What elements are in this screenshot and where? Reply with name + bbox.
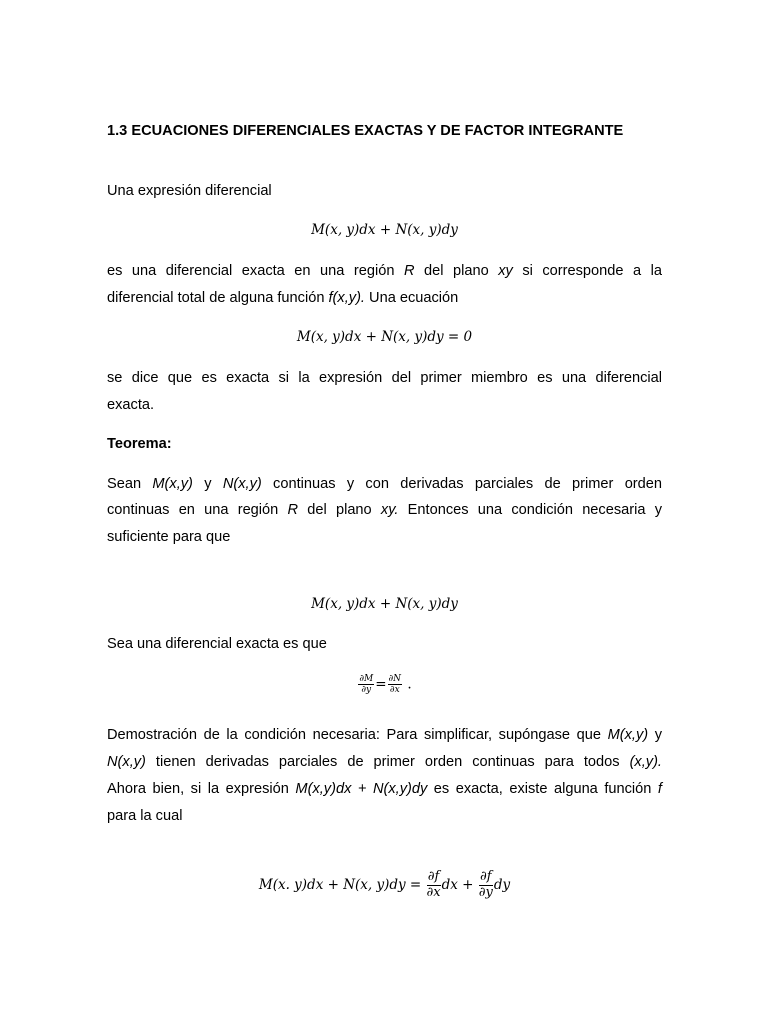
point-xy: (x,y). [629, 754, 662, 770]
m-xy: M(x,y) [607, 727, 649, 743]
equation-theorem-expression: M(x, y)dx + N(x, y)dy [311, 596, 458, 612]
text: es una diferencial exacta en una región [107, 263, 404, 279]
numerator: ∂f [480, 869, 492, 884]
expression: M(x,y)dx + N(x,y)dy [295, 781, 428, 797]
denominator: ∂y [361, 685, 372, 696]
theorem-line-1 [107, 475, 662, 493]
function-f: f [657, 781, 662, 797]
denominator: ∂x [426, 884, 441, 900]
proof-line-3 [107, 780, 662, 798]
paragraph-exact-line-2 [107, 289, 458, 307]
n-xy: N(x,y) [107, 754, 146, 770]
text: diferencial total de alguna función [107, 290, 329, 306]
region-r: R [287, 502, 299, 518]
equation-partial-condition [107, 674, 662, 696]
fraction-df-dx [427, 870, 441, 901]
end-term: dy [493, 876, 511, 893]
equation-exact-equation: M(x, y)dx + N(x, y)dy = 0 [296, 329, 473, 345]
equation-total-differential [107, 870, 662, 901]
text: Sean [107, 476, 153, 492]
text: y [192, 476, 223, 492]
proof-line-2 [107, 753, 662, 771]
plane-xy: xy [498, 263, 513, 279]
numerator: ∂f [427, 869, 440, 884]
numerator: ∂N [388, 674, 402, 684]
paragraph-definition-line-2: exacta. [107, 397, 155, 413]
section-heading: 1.3 ECUACIONES DIFERENCIALES EXACTAS Y DE FACTOR INTEGRANTE [107, 123, 624, 139]
equals-sign: = [375, 676, 387, 693]
proof-line-1 [107, 726, 662, 744]
denominator: ∂y [478, 884, 493, 900]
theorem-label: Teorema: [107, 436, 172, 452]
paragraph-condition: Sea una diferencial exacta es que [107, 636, 327, 652]
m-xy: M(x,y) [152, 476, 193, 492]
text: tienen derivadas parciales de primer orden continuas para todos [145, 754, 630, 770]
numerator: ∂M [359, 674, 374, 684]
equation-differential-expression: M(x, y)dx + N(x, y)dy [311, 222, 458, 238]
text: es exacta, existe alguna función [427, 781, 658, 797]
paragraph-intro: Una expresión diferencial [107, 183, 272, 199]
function-fxy: f(x,y). [328, 290, 365, 306]
text: Una ecuación [364, 290, 459, 306]
fraction-dn-dx [388, 674, 403, 696]
text: del plano [414, 263, 499, 279]
lhs: M(x. y)dx + N(x, y)dy = [258, 876, 422, 893]
text: Ahora bien, si la expresión [107, 781, 296, 797]
plane-xy: xy. [380, 502, 399, 518]
middle-term: dx + [441, 876, 474, 893]
theorem-line-3: suficiente para que [107, 529, 231, 545]
fraction-dm-dy [358, 674, 374, 696]
paragraph-exact-line-1 [107, 262, 662, 280]
text: si corresponde a la [512, 263, 662, 279]
theorem-line-2 [107, 501, 662, 519]
denominator: ∂x [389, 685, 400, 696]
paragraph-definition-line-1: se dice que es exacta si la expresión del primer miembro es una diferencial [107, 370, 662, 386]
text: Entonces una condición necesaria y [398, 502, 662, 518]
period: . [407, 676, 412, 693]
region-r: R [403, 263, 415, 279]
n-xy: N(x,y) [222, 476, 262, 492]
document-page [107, 0, 662, 1024]
text: y [648, 727, 662, 743]
text: continuas y con derivadas parciales de primer orden [261, 476, 663, 492]
proof-line-4: para la cual [107, 808, 183, 824]
text: continuas en una región [107, 502, 288, 518]
text: Demostración de la condición necesaria: Para simplificar, supóngase que [107, 727, 608, 743]
text: del plano [298, 502, 381, 518]
fraction-df-dy [479, 870, 493, 901]
